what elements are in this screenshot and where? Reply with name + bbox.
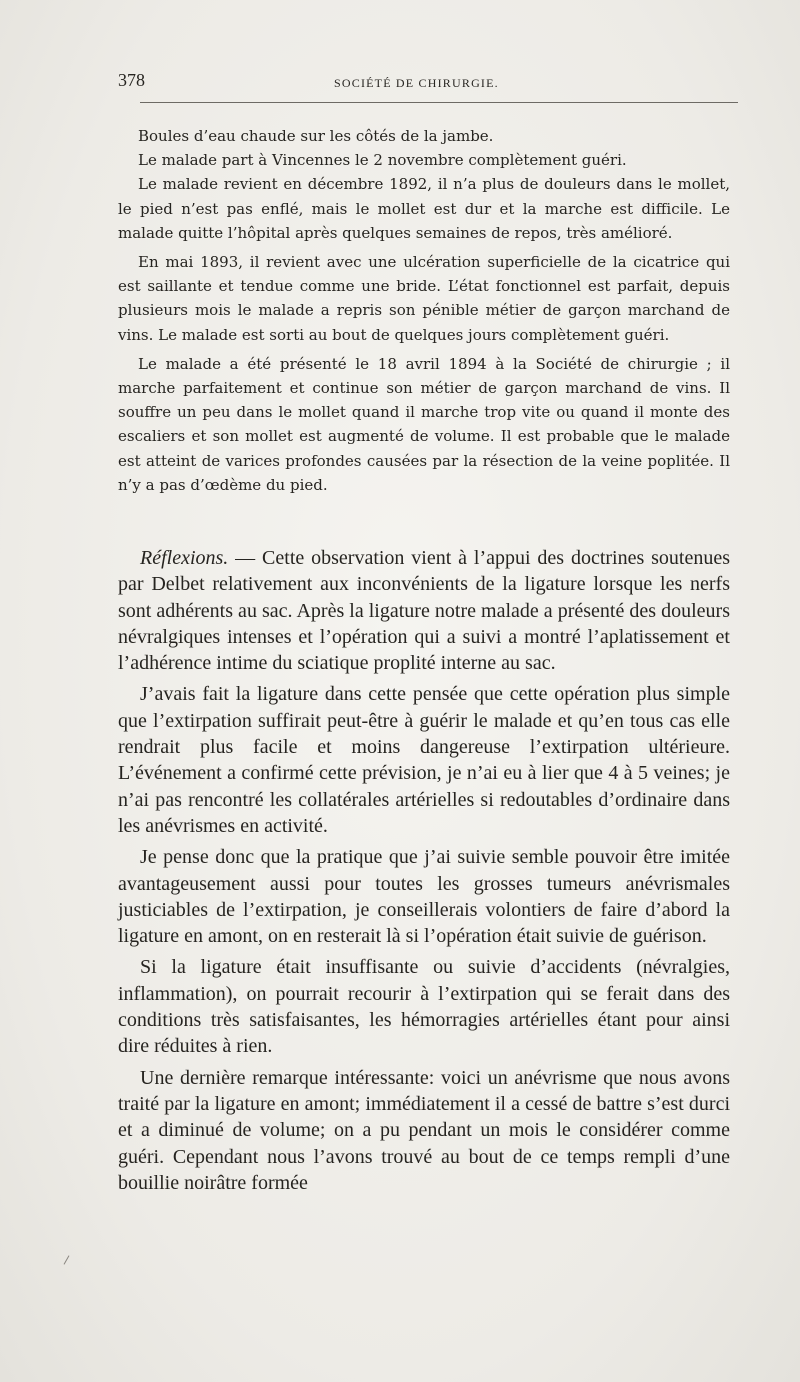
page-header <box>118 70 738 96</box>
reflexions-text: — Cette observation vient à l’appui des doctrines soutenues par Delbet relativement aux inconvénients de la ligature lorsque les nerfs sont adhérents au sac. Après la ligature notre malade a présenté des douleurs névralgiques intenses et l’opération qui a suivi a montré l’aplatissement et l’adhérence intime du sciatique proplité interne au sac. <box>118 547 730 675</box>
case-report <box>118 124 730 497</box>
header-rule <box>140 102 738 103</box>
body-paragraph: J’avais fait la ligature dans cette pensée que cette opération plus simple que l’extirpation suffirait peut-être à guérir le malade et qu’en tous cas elle rendrait plus facile et moins dangereuse l’extirpation ultérieure. L’événement a confirmé cette prévision, je n’ai eu à lier que 4 à 5 veines; je n’ai pas rencontré les collatérales artérielles si redoutables d’ordinaire dans les anévrismes en activité. <box>118 683 730 837</box>
reflexions-section <box>118 545 730 1196</box>
reflexions-label: Réflexions. <box>140 547 229 569</box>
case-paragraph: Le malade a été présenté le 18 avril 1894 à la Société de chirurgie ; il marche parfaitement et continue son métier de garçon marchand de vins. Il souffre un peu dans le mollet quand il marche trop vite ou quand il monte des escaliers et son mollet est augmenté de volume. Il est probable que le malade est atteint de varices profondes causées par la résection de la veine poplitée. Il n’y a pas d’œdème du pied. <box>118 354 730 494</box>
body-paragraph: Si la ligature était insuffisante ou suivie d’accidents (névralgies, inflammation), on pourrait recourir à l’extirpation qui se ferait dans des conditions très satisfaisantes, les hémorragies artérielles étant pour ainsi dire réduites à rien. <box>118 956 730 1058</box>
reflexions-paragraph <box>118 545 730 676</box>
running-title: SOCIÉTÉ DE CHIRURGIE. <box>334 76 499 90</box>
case-paragraph: Le malade revient en décembre 1892, il n’a plus de douleurs dans le mollet, le pied n’est pas enflé, mais le mollet est dur et la marche est difficile. Le malade quitte l’hôpital après quelques semaines de repos, très amélioré. <box>118 175 730 242</box>
page-speck <box>64 1255 70 1264</box>
case-paragraph: Le malade part à Vincennes le 2 novembre complètement guéri. <box>138 151 627 170</box>
case-paragraph: Boules d’eau chaude sur les côtés de la jambe. <box>138 127 494 145</box>
case-paragraph: En mai 1893, il revient avec une ulcération superficielle de la cicatrice qui est saillante et tendue comme une bride. L’état fonctionnel est parfait, depuis plusieurs mois le malade a repris son pénible métier de garçon marchand de vins. Le malade est sorti au bout de quelques jours complètement guéri. <box>118 253 730 344</box>
page-number: 378 <box>118 70 145 90</box>
body-paragraph: Je pense donc que la pratique que j’ai suivie semble pouvoir être imitée avantageusement aussi pour toutes les grosses tumeurs anévrismales justiciables de l’extirpation, je conseillerais volontiers de faire d’abord la ligature en amont, on en resterait là si l’opération était suivie de guérison. <box>118 846 730 948</box>
body-paragraph: Une dernière remarque intéressante: voici un anévrisme que nous avons traité par la ligature en amont; immédiatement il a cessé de battre s’est durci et a diminué de volume; on a pu pendant un mois le considérer comme guéri. Cependant nous l’avons trouvé au bout de ce temps rempli d’une bouillie noirâtre formée <box>118 1066 730 1194</box>
